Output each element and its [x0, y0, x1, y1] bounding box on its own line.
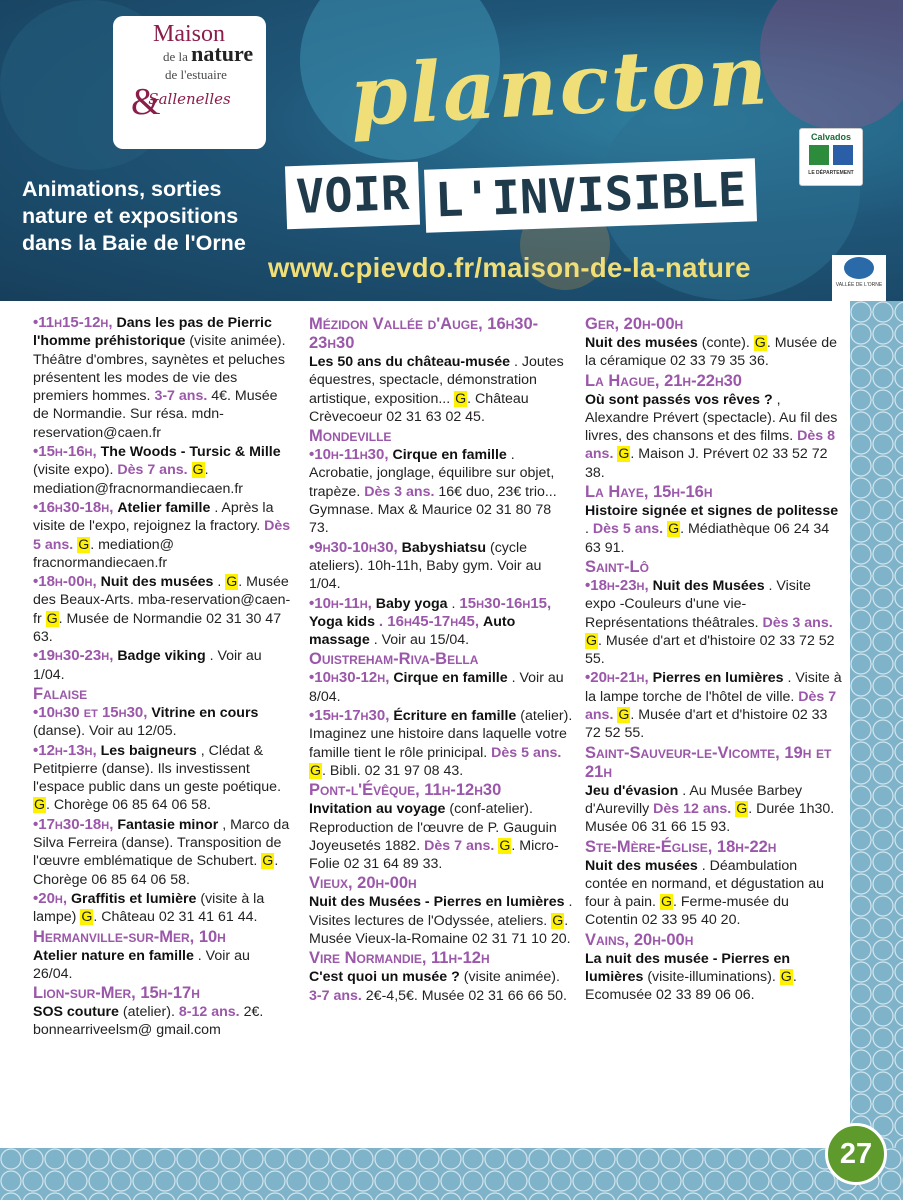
location-heading: Ste-Mère-Église, 18h-22h: [585, 837, 777, 856]
event-description: . Voir au 1/04.: [33, 648, 262, 683]
free-badge: G: [262, 853, 274, 870]
event-time: •18h-00h,: [33, 573, 97, 591]
event-name: Nuit des Musées: [652, 577, 765, 594]
event-name: Histoire signée et signes de politesse: [585, 503, 839, 520]
free-badge: G: [552, 912, 564, 929]
event-description: (visite animée).: [463, 969, 560, 986]
event-description: (atelier). Imaginez une histoire dans laquelle votre famille tient le rôle prinicipal.: [309, 708, 573, 761]
page-number: 27: [825, 1123, 887, 1185]
event-info: 16€ duo, 23€ trio... Gymnase. Max & Maurice 02 31 80 78 73.: [309, 483, 557, 537]
event-entry: [585, 502, 843, 557]
free-badge: G: [192, 462, 204, 479]
age-range: Dès 7 ans.: [424, 837, 495, 854]
event-time: •19h30-23h,: [33, 647, 114, 665]
event-name: Cirque en famille: [393, 670, 508, 687]
event-name: Nuit des musées: [585, 857, 698, 874]
age-range: Dès 5 ans.: [491, 744, 562, 761]
event-name: Écriture en famille: [393, 708, 517, 725]
event-info: . Chorège 06 85 64 06 58.: [46, 797, 211, 814]
event-name: Babyshiatsu: [401, 539, 487, 556]
column-2: [309, 314, 573, 1006]
event-name: Les 50 ans du château-musée: [309, 354, 511, 370]
age-range: Dès 7 ans.: [117, 462, 188, 479]
event-name: SOS couture: [33, 1004, 119, 1021]
event-description: .: [585, 521, 589, 538]
free-badge: G: [660, 894, 672, 911]
free-badge: G: [78, 536, 90, 553]
event-entry: [309, 539, 573, 594]
location-heading: Pont-l'Évêque, 11h-12h30: [309, 781, 502, 800]
free-badge: G: [226, 574, 238, 591]
location-heading: Mézidon Vallée d'Auge, 16h30-23h30: [309, 315, 539, 352]
event-name: Pierres en lumières: [652, 670, 784, 687]
age-range: 3-7 ans.: [309, 987, 362, 1004]
event-name: Cirque en famille: [392, 447, 507, 464]
event-name: Invitation au voyage: [309, 801, 446, 818]
event-description: . Après la visite de l'expo, rejoignez la fractory.: [33, 499, 274, 535]
event-description: .: [451, 595, 456, 612]
event-description: , Marco da Silva Ferreira (danse). Transposition de l'œuvre emblématique de Schubert.: [33, 816, 290, 870]
location-heading: Vire Normandie, 11h-12h: [309, 949, 490, 968]
subtitle: VOIR L'INVISIBLE: [286, 160, 776, 230]
location-heading: Mondeville: [309, 427, 392, 446]
event-description: . Visite à la lampe torche de l'hôtel de ville.: [585, 670, 842, 705]
event-info: . Micro-Folie 02 31 64 89 33.: [309, 837, 559, 873]
event-entry: [33, 314, 293, 442]
age-range: Dès 3 ans.: [762, 614, 833, 631]
event-name: Nuit des musées: [585, 335, 698, 351]
event-info: . Ecomusée 02 33 89 06 06.: [585, 969, 797, 1004]
event-name: Auto massage: [309, 613, 516, 649]
age-range: 3-7 ans.: [154, 388, 208, 405]
column-1: [33, 314, 293, 1041]
event-time: •17h30-18h,: [33, 815, 114, 833]
event-entry: [33, 443, 293, 498]
event-description: (danse). Voir au 12/05.: [33, 723, 177, 740]
free-badge: G: [736, 800, 748, 817]
age-range: Dès 3 ans.: [364, 483, 435, 500]
event-description: .: [217, 574, 222, 591]
event-name: Nuit des musées: [100, 574, 214, 591]
event-name: Jeu d'évasion: [585, 782, 679, 799]
free-badge: G: [81, 909, 93, 926]
event-entry: [585, 577, 843, 668]
event-time: •20h,: [33, 889, 68, 907]
event-description: , Alexandre Prévert (spectacle). Au fil des livres, des chansons et des films.: [585, 391, 838, 445]
vallee-orne-logo: VALLÉE DE L'ORNE: [832, 255, 886, 301]
event-entry: [585, 669, 843, 742]
event-description: (atelier).: [122, 1004, 175, 1021]
event-name: Vitrine en cours: [151, 704, 259, 721]
location-heading: Saint-Sauveur-le-Vicomte, 19h et 21h: [585, 743, 832, 781]
location-heading: Vains, 20h-00h: [585, 930, 694, 949]
event-entry: [33, 742, 293, 815]
event-name: Yoga kids: [309, 613, 375, 630]
event-time: •10h30-12h,: [309, 669, 390, 687]
event-time: 15h30-16h15,: [459, 594, 552, 612]
column-3: [585, 314, 843, 1006]
event-time: •12h-13h,: [33, 741, 97, 759]
event-entry: [309, 446, 573, 537]
free-badge: G: [46, 610, 58, 627]
event-info: . Musée de Normandie 02 31 30 47 63.: [33, 610, 282, 646]
event-description: , Clédat & Petitpierre (danse). Ils investissent l'espace public dans un geste poétique.: [33, 742, 282, 796]
event-name: Fantasie minor: [117, 816, 219, 833]
event-entry: [309, 893, 573, 948]
event-time: •10h-11h30,: [309, 446, 389, 464]
event-entry: [33, 499, 293, 572]
event-description: . Voir au 8/04.: [309, 670, 564, 705]
event-description: . Acrobatie, jonglage, équilibre sur objet, trapèze.: [309, 447, 555, 500]
event-info: . Bibli. 02 31 97 08 43.: [322, 762, 464, 779]
event-entry: [585, 782, 843, 837]
event-time: •10h-11h,: [309, 594, 372, 612]
event-entry: [33, 573, 293, 646]
event-description: . Joutes équestres, spectacle, démonstration artistique, exposition...: [309, 354, 564, 407]
website-url[interactable]: www.cpievdo.fr/maison-de-la-nature: [268, 252, 751, 283]
location-heading: La Haye, 15h-16h: [585, 483, 713, 502]
free-badge: G: [754, 335, 766, 351]
event-description: (cycle ateliers). 10h-11h, Baby gym. Voir au 1/04.: [309, 539, 542, 593]
event-description: . Visite expo -Couleurs d'une vie- Représentations théâtrales.: [585, 577, 811, 631]
event-info: 2€. bonnearriveelsm@ gmail.com: [33, 1004, 264, 1039]
event-name: Dans les pas de Pierric l'homme préhistorique: [33, 315, 272, 350]
age-range: Dès 5 ans.: [33, 518, 291, 553]
event-name: La nuit des musée - Pierres en lumières: [585, 950, 791, 986]
title-plancton: plancton: [347, 27, 772, 145]
event-info: . Maison J. Prévert 02 33 52 72 38.: [585, 446, 828, 481]
free-badge: G: [618, 446, 630, 463]
event-entry: [309, 595, 573, 650]
age-range: Dès 5 ans.: [592, 521, 664, 538]
location-heading: Vieux, 20h-00h: [309, 874, 417, 893]
event-info: . Musée d'art et d'histoire 02 33 72 52 55.: [585, 707, 828, 742]
free-badge: G: [586, 632, 598, 649]
free-badge: G: [618, 707, 630, 724]
tagline: Animations, sorties nature et expositions dans la Baie de l'Orne: [22, 177, 246, 255]
event-entry: [585, 857, 843, 930]
event-info: . Musée Vieux-la-Romaine 02 31 71 10 20.: [309, 912, 571, 948]
event-time: •15h-16h,: [33, 443, 97, 461]
event-description: . Déambulation contée en normand, et dégustation au four à pain.: [585, 857, 824, 911]
event-name: Atelier nature en famille: [33, 947, 194, 964]
location-heading: La Hague, 21h-22h30: [585, 371, 742, 390]
event-time: •10h30 et 15h30,: [33, 703, 148, 721]
event-info: . Château 02 31 41 61 44.: [93, 909, 258, 926]
event-entry: [585, 391, 843, 482]
free-badge: G: [34, 797, 46, 814]
event-name: The Woods - Tursic & Mille: [100, 444, 281, 461]
event-info: . Château Crèvecoeur 02 31 63 02 45.: [309, 390, 529, 425]
free-badge: G: [668, 521, 680, 538]
event-description: (visite expo).: [33, 462, 114, 479]
event-entry: [309, 353, 573, 426]
event-entry: [309, 707, 573, 780]
event-info: . Durée 1h30. Musée 06 31 66 15 93.: [585, 800, 835, 836]
location-heading: Falaise: [33, 684, 88, 703]
free-badge: G: [310, 762, 322, 779]
event-description: (visite animée). Théâtre d'ombres, saynètes et peluches présentent les modes de vie des premiers hommes.: [33, 333, 286, 405]
event-time: •18h-23h,: [585, 576, 649, 594]
free-badge: G: [499, 837, 511, 854]
event-entry: [309, 800, 573, 873]
event-entry: [585, 950, 843, 1005]
calvados-logo: Calvados LE DÉPARTEMENT: [799, 128, 863, 186]
event-time: •20h-21h,: [585, 669, 649, 687]
event-time: •9h30-10h30,: [309, 538, 398, 556]
event-entry: [309, 968, 573, 1005]
location-heading: Hermanville-sur-Mer, 10h: [33, 927, 226, 946]
event-name: Badge viking: [117, 648, 206, 665]
event-description: (conte).: [701, 335, 750, 351]
banner: [0, 0, 903, 301]
side-pattern: [850, 301, 903, 1200]
location-heading: Lion-sur-Mer, 15h-17h: [33, 984, 200, 1003]
event-entry: [33, 816, 293, 889]
event-name: Nuit des Musées - Pierres en lumières: [309, 894, 565, 911]
event-info: . Ferme-musée du Cotentin 02 33 95 40 20.: [585, 894, 789, 929]
free-badge: G: [455, 390, 467, 407]
event-entry: [33, 890, 293, 927]
event-info: . mediation@fracnormandiecaen.fr: [33, 462, 243, 497]
age-range: Dès 7 ans.: [585, 688, 837, 724]
event-entry: [33, 1003, 293, 1040]
event-info: . mediation@ fracnormandiecaen.fr: [33, 536, 175, 571]
event-description: . Au Musée Barbey d'Aurevilly: [585, 782, 803, 817]
maison-nature-logo: Maison de la nature & de l'estuaire Sallenelles: [113, 16, 266, 149]
event-entry: [33, 947, 293, 984]
event-description: (conf-atelier). Reproduction de l'œuvre de P. Gauguin Joyeusetés 1882.: [309, 801, 557, 854]
event-description: (visite à la lampe): [33, 890, 265, 926]
event-time: •11h15-12h,: [33, 314, 113, 331]
age-range: Dès 8 ans.: [585, 428, 835, 463]
age-range: 8-12 ans.: [178, 1004, 240, 1021]
age-range: Dès 12 ans.: [653, 800, 732, 817]
event-info: . Musée d'art et d'histoire 02 33 72 52 55.: [585, 632, 835, 668]
event-info: . Chorège 06 85 64 06 58.: [33, 853, 279, 888]
event-entry: [33, 647, 293, 684]
event-time: . 16h45-17h45,: [378, 612, 480, 630]
event-info: . Musée de la céramique 02 33 79 35 36.: [585, 335, 838, 370]
event-name: Où sont passés vos rêves ?: [585, 391, 773, 408]
location-heading: Ger, 20h-00h: [585, 315, 684, 333]
event-info: . Médiathèque 06 24 34 63 91.: [585, 521, 830, 556]
event-entry: [585, 334, 843, 371]
event-info: 2€-4,5€. Musée 02 31 66 66 50.: [365, 987, 567, 1004]
event-description: . Voir au 26/04.: [33, 947, 250, 982]
location-heading: Saint-Lô: [585, 557, 649, 576]
event-info: 4€. Musée de Normandie. Sur résa. mdn-reservation@caen.fr: [33, 388, 278, 441]
event-name: Atelier famille: [117, 499, 211, 516]
location-heading: Ouistreham-Riva-Bella: [309, 650, 479, 669]
event-description: . Voir au 15/04.: [373, 632, 470, 649]
event-description: . Visites lectures de l'Odyssée, ateliers.: [309, 894, 573, 929]
event-description: (visite-illuminations).: [647, 969, 776, 986]
event-time: •15h-17h30,: [309, 707, 390, 725]
event-name: Graffitis et lumière: [71, 890, 197, 907]
event-entry: [309, 669, 573, 706]
event-time: •16h30-18h,: [33, 498, 114, 516]
event-info: . Musée des Beaux-Arts. mba-reservation@caen-fr: [33, 574, 291, 627]
event-name: Les baigneurs: [100, 742, 197, 759]
free-badge: G: [780, 969, 792, 986]
event-name: Baby yoga: [375, 595, 448, 612]
event-entry: [33, 704, 293, 741]
bottom-pattern: [0, 1148, 903, 1200]
event-name: C'est quoi un musée ?: [309, 969, 460, 986]
